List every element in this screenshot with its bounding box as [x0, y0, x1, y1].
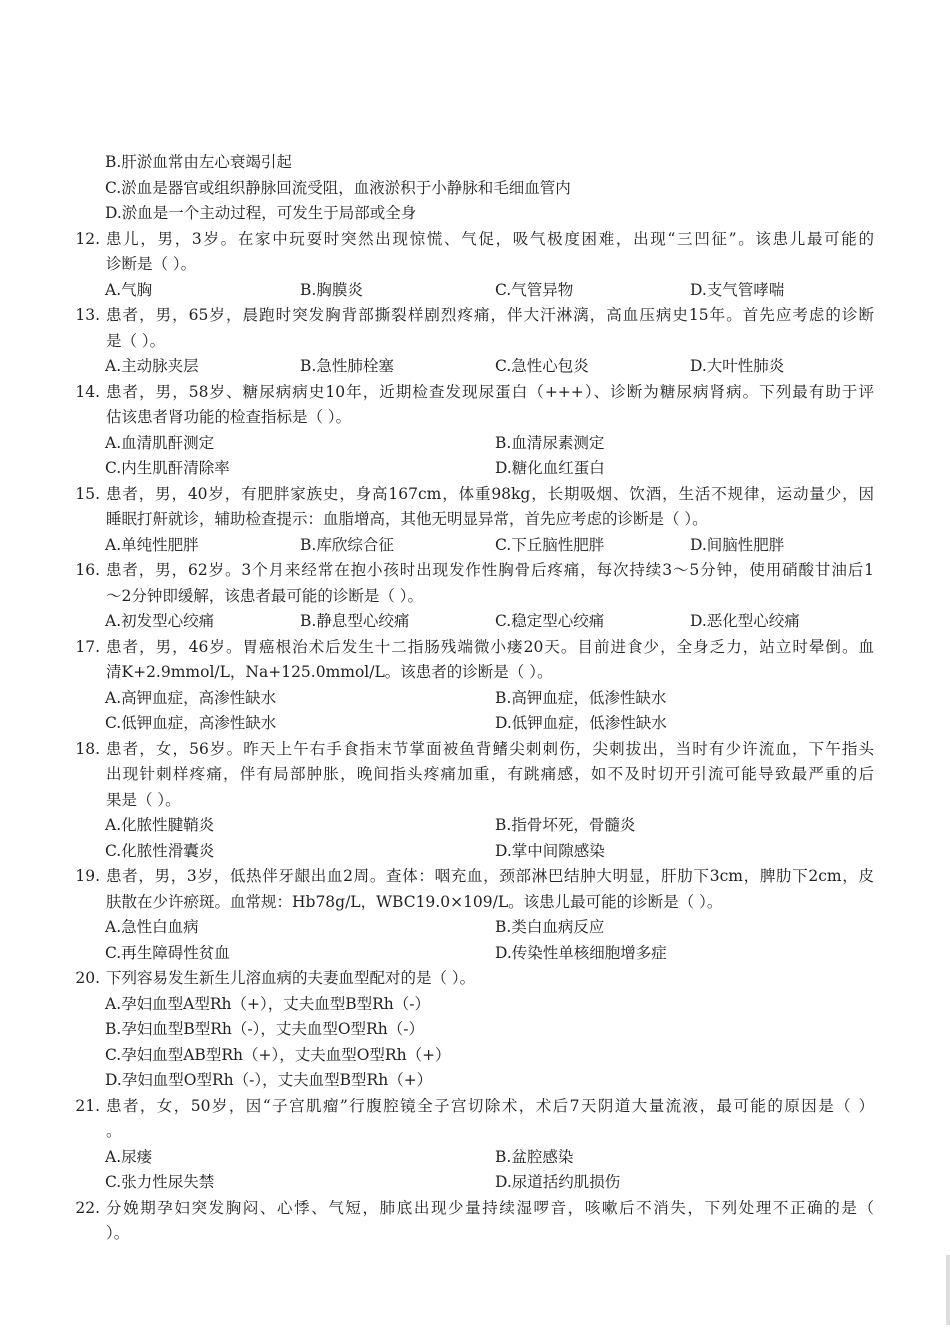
option-row: [0, 839, 950, 865]
question-number: 18.: [75, 739, 100, 758]
option-row: [0, 354, 950, 380]
question-15: [0, 482, 950, 559]
question-12: [0, 227, 950, 304]
option-c: C.内生肌酐清除率: [105, 459, 230, 477]
question-text: 。: [106, 1122, 122, 1140]
question-text: ～2分钟即缓解，该患者最可能的诊断是（ ）。: [106, 586, 424, 605]
option-d: D.恶化型心绞痛: [690, 612, 800, 630]
question-22: [0, 1196, 950, 1247]
option-d: D.糖化血红蛋白: [495, 459, 605, 477]
option-d: D.支气管哮喘: [690, 280, 785, 299]
option-b: B.指骨坏死，骨髓炎: [495, 816, 636, 834]
option-b: B.类白血病反应: [495, 918, 605, 936]
question-number: 22.: [75, 1198, 100, 1217]
question-text: 清K+2.9mmol/L，Na+125.0mmol/L。该患者的诊断是（ ）。: [106, 663, 553, 681]
question-number: 16.: [75, 561, 100, 579]
option-c: C.低钾血症，高渗性缺水: [105, 714, 277, 732]
option-row: [0, 1170, 950, 1196]
option-row: [0, 711, 950, 737]
question-text: 是（ ）。: [106, 331, 166, 350]
option-row: [0, 431, 950, 457]
option-d: D.尿道括约肌损伤: [495, 1173, 621, 1191]
option-d: D.孕妇血型O型Rh（-），丈夫血型B型Rh（+）: [105, 1071, 433, 1089]
option-row: [0, 609, 950, 635]
question-text: 出现针刺样疼痛，伴有局部肿胀，晚间指头疼痛加重，有跳痛感，如不及时切开引流可能导致最严重的后: [106, 765, 874, 783]
option-c: C.张力性尿失禁: [105, 1173, 215, 1191]
question-18: [0, 737, 950, 865]
option-c: C.稳定型心绞痛: [495, 612, 605, 630]
option-c: C.急性心包炎: [495, 357, 589, 375]
option-c: C.气管异物: [495, 280, 574, 299]
option-a: A.血清肌酐测定: [105, 433, 215, 452]
option-row: [0, 813, 950, 839]
question-text: 果是（ ）。: [106, 790, 181, 809]
option-row: [0, 533, 950, 559]
question-number: 21.: [75, 1096, 100, 1115]
question-number: 13.: [75, 306, 100, 324]
option-a: A.化脓性腱鞘炎: [105, 816, 215, 834]
option-row: [0, 941, 950, 967]
option-a: A.尿瘘: [105, 1147, 153, 1166]
question-text: 患者，男，3岁，低热伴牙龈出血2周。查体：咽充血，颈部淋巴结肿大明显，肝肋下3cm，脾肋下2cm，皮: [106, 867, 874, 885]
option-row: [0, 1145, 950, 1171]
question-text: 患者，男，65岁，晨跑时突发胸背部撕裂样剧烈疼痛，伴大汗淋漓，高血压病史15年。首先应考虑的诊断: [106, 306, 874, 324]
exam-page: [0, 150, 950, 1247]
option-row: [0, 456, 950, 482]
question-number: 20.: [75, 969, 100, 987]
question-number: 17.: [75, 637, 100, 656]
question-20: [0, 966, 950, 1094]
option-a: A.孕妇血型A型Rh（+），丈夫血型B型Rh（-）: [105, 994, 430, 1013]
question-text: 估该患者肾功能的检查指标是（ ）。: [106, 408, 352, 426]
question-text: 肤散在少许瘀斑。血常规：Hb78g/L，WBC19.0×109/L。该患儿最可能的诊断是（ ）。: [106, 892, 723, 911]
option-b: B.盆腔感染: [495, 1147, 574, 1166]
option-c: C.下丘脑性肥胖: [495, 535, 605, 554]
option-row: [0, 278, 950, 304]
question-14: [0, 380, 950, 482]
option-d: D.掌中间隙感染: [495, 841, 605, 860]
option-a: A.单纯性肥胖: [105, 535, 199, 554]
carry-over-option: B.肝淤血常由左心衰竭引起: [105, 153, 292, 171]
option-b: B.库欣综合征: [300, 535, 394, 554]
option-d: D.低钾血症，低渗性缺水: [495, 714, 667, 732]
option-b: B.孕妇血型B型Rh（-），丈夫血型O型Rh（-）: [105, 1020, 424, 1038]
question-19: [0, 864, 950, 966]
option-a: A.急性白血病: [105, 918, 199, 936]
option-d: D.传染性单核细胞增多症: [495, 943, 667, 962]
option-a: A.初发型心绞痛: [105, 612, 215, 630]
option-d: D.间脑性肥胖: [690, 535, 785, 554]
question-text: 患者，女，50岁，因“子宫肌瘤”行腹腔镜全子宫切除术，术后7天阴道大量流液，最可能的原因是（ ）: [106, 1096, 874, 1115]
question-text: 下列容易发生新生儿溶血病的夫妻血型配对的是（ ）。: [106, 969, 476, 987]
option-a: A.气胸: [105, 280, 153, 299]
carry-over-option: D.淤血是一个主动过程，可发生于局部或全身: [105, 204, 417, 222]
option-d: D.大叶性肺炎: [690, 357, 785, 375]
question-text: 睡眠打鼾就诊，辅助检查提示：血脂增高，其他无明显异常，首先应考虑的诊断是（ ）。: [106, 510, 708, 528]
question-text: 患者，男，46岁。胃癌根治术后发生十二指肠残端微小瘘20天。目前进食少，全身乏力，站立时晕倒。血: [106, 637, 874, 656]
option-c: C.化脓性滑囊炎: [105, 841, 215, 860]
option-a: A.主动脉夹层: [105, 357, 199, 375]
page-edge-shadow: [946, 1255, 950, 1325]
question-text: 患儿，男，3岁。在家中玩耍时突然出现惊慌、气促，吸气极度困难，出现“三凹征”。该患儿最可能的: [106, 229, 874, 248]
option-c: C.再生障碍性贫血: [105, 943, 230, 962]
option-b: B.血清尿素测定: [495, 433, 605, 452]
carry-over-option: C.淤血是器官或组织静脉回流受阻，血液淤积于小静脉和毛细血管内: [105, 178, 571, 197]
question-number: 12.: [75, 229, 100, 248]
question-text: 分娩期孕妇突发胸闷、心悸、气短，肺底出现少量持续湿啰音，咳嗽后不消失，下列处理不正确的是（: [106, 1198, 874, 1217]
option-b: B.胸膜炎: [300, 280, 363, 299]
question-13: [0, 303, 950, 380]
question-number: 15.: [75, 484, 100, 503]
question-text: 患者，男，62岁。3个月来经常在抱小孩时出现发作性胸骨后疼痛，每次持续3～5分钟，使用硝酸甘油后1: [106, 561, 874, 579]
question-21: [0, 1094, 950, 1196]
question-17: [0, 635, 950, 737]
question-number: 14.: [75, 382, 100, 401]
question-text: 诊断是（ ）。: [106, 255, 197, 273]
option-a: A.高钾血症，高渗性缺水: [105, 688, 277, 707]
option-b: B.静息型心绞痛: [300, 612, 410, 630]
question-text: 患者，女，56岁。昨天上午右手食指末节掌面被鱼背鳍尖刺刺伤，尖刺拔出，当时有少许流血，下午指头: [106, 739, 874, 758]
option-b: B.急性肺栓塞: [300, 357, 394, 375]
question-text: ）。: [106, 1224, 130, 1242]
option-row: [0, 915, 950, 941]
option-row: [0, 686, 950, 712]
option-c: C.孕妇血型AB型Rh（+），丈夫血型O型Rh（+）: [105, 1045, 451, 1064]
question-16: [0, 558, 950, 635]
option-b: B.高钾血症，低渗性缺水: [495, 688, 667, 707]
question-text: 患者，男，58岁、糖尿病病史10年，近期检查发现尿蛋白（+++）、诊断为糖尿病肾病。下列最有助于评: [106, 382, 874, 401]
question-text: 患者，男，40岁，有肥胖家族史，身高167cm，体重98kg，长期吸烟、饮酒，生活不规律，运动量少，因: [106, 484, 874, 503]
question-number: 19.: [75, 867, 100, 885]
